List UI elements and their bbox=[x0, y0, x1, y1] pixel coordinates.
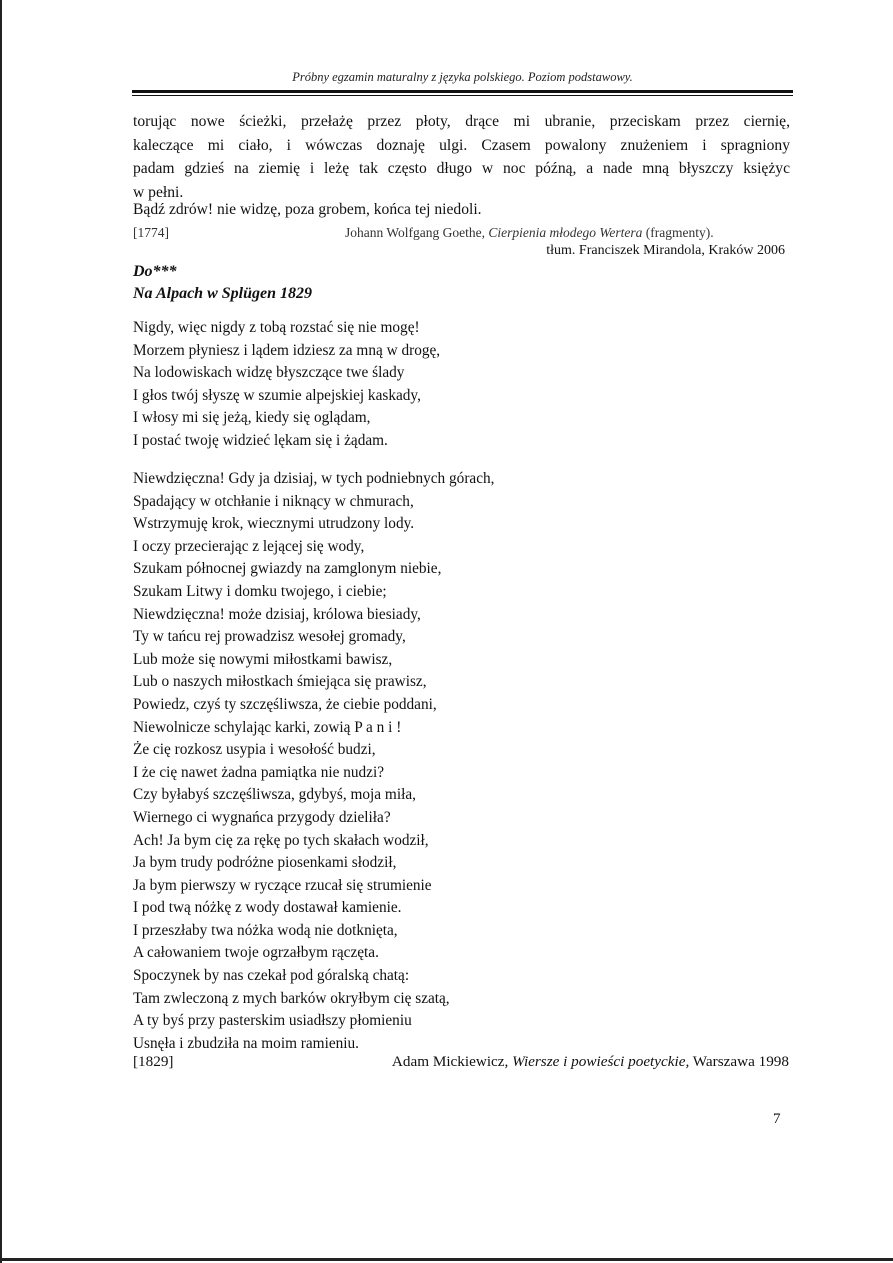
source-work-title: Wiersze i powieści poetyckie, bbox=[512, 1053, 690, 1070]
poem-line: Wiernego ci wygnańca przygody dzieliła? bbox=[133, 808, 391, 826]
page-edge-bottom bbox=[0, 1258, 893, 1261]
poem-line: I pod twą nóżkę z wody dostawał kamienie. bbox=[133, 899, 402, 917]
poem-line: Czy byłabyś szczęśliwsza, gdybyś, moja miła, bbox=[133, 786, 416, 804]
poem-line: A całowaniem twoje ogrzałbym rączęta. bbox=[133, 944, 379, 962]
header-rule-thin bbox=[132, 95, 793, 96]
poem-line: Niewdzięczna! może dzisiaj, królowa biesiady, bbox=[133, 605, 421, 623]
poem-title: Na Alpach w Splügen 1829 bbox=[133, 285, 312, 302]
poem-stanza-2 bbox=[133, 468, 494, 1055]
prose-line: kaleczące mi ciało, i wówczas doznaję ulgi. Czasem powalony znużeniem i spragniony bbox=[133, 136, 790, 154]
page-edge-left bbox=[0, 0, 2, 1263]
source-note: (fragmenty). bbox=[645, 225, 714, 240]
poem-heading bbox=[133, 261, 312, 305]
poem-line: I głos twój słyszę w szumie alpejskiej kaskady, bbox=[133, 386, 421, 404]
running-header: Próbny egzamin maturalny z języka polskiego. Poziom podstawowy. bbox=[292, 70, 633, 84]
poem-line: I przeszłaby twa nóżka wodą nie dotknięta, bbox=[133, 921, 398, 939]
source-year: [1774] bbox=[133, 225, 169, 240]
poem-line: Lub o naszych miłostkach śmiejąca się prawisz, bbox=[133, 673, 427, 691]
farewell-line: Bądź zdrów! nie widzę, poza grobem, końca tej niedoli. bbox=[133, 201, 482, 218]
source-work-title: Cierpienia młodego Wertera bbox=[488, 225, 643, 240]
source-reference bbox=[392, 1053, 789, 1071]
poem-line: Tam zwleczoną z mych barków okryłbym cię szatą, bbox=[133, 989, 450, 1007]
prose-line: w pełni. bbox=[133, 184, 184, 202]
prose-line: torując nowe ścieżki, przełażę przez płoty, drące mi ubranie, przeciskam przez ciernię, bbox=[133, 113, 790, 130]
poem-line: Lub może się nowymi miłostkami bawisz, bbox=[133, 650, 393, 668]
poem-line: Powiedz, czyś ty szczęśliwsza, że ciebie poddani, bbox=[133, 695, 437, 713]
poem-title-dedication: Do*** bbox=[133, 263, 177, 280]
header-rule-thick bbox=[132, 90, 793, 93]
werter-excerpt bbox=[133, 110, 790, 205]
poem-line: Spadający w otchłanie i niknący w chmurach, bbox=[133, 492, 414, 510]
poem-line: Usnęła i zbudziła na moim ramieniu. bbox=[133, 1034, 359, 1052]
source-author: Adam Mickiewicz, bbox=[391, 1053, 509, 1070]
source-reference bbox=[345, 225, 714, 241]
poem-line: I postać twoję widzieć lękam się i żądam. bbox=[133, 431, 388, 449]
poem-line: Spoczynek by nas czekał pod góralską chatą: bbox=[133, 967, 410, 985]
source-citation-goethe bbox=[133, 225, 790, 243]
poem-line: Że cię rozkosz usypia i wesołość budzi, bbox=[133, 741, 376, 759]
source-place-date: Warszawa 1998 bbox=[692, 1053, 789, 1070]
poem-line: Szukam północnej gwiazdy na zamglonym niebie, bbox=[133, 560, 442, 578]
poem-line: Ach! Ja bym cię za rękę po tych skałach wodził, bbox=[133, 831, 429, 849]
source-translation: tłum. Franciszek Mirandola, Kraków 2006 bbox=[546, 243, 785, 258]
poem-line: Nigdy, więc nigdy z tobą rozstać się nie mogę! bbox=[133, 319, 420, 336]
poem-line: Ja bym trudy podróżne piosenkami słodził, bbox=[133, 854, 397, 872]
source-author: Johann Wolfgang Goethe, bbox=[345, 225, 486, 240]
poem-line: I że cię nawet żadna pamiątka nie nudzi? bbox=[133, 763, 384, 781]
poem-line: A ty byś przy pasterskim usiadłszy płomieniu bbox=[133, 1012, 412, 1030]
source-citation-mickiewicz bbox=[133, 1053, 789, 1075]
poem-stanza-1 bbox=[133, 317, 440, 453]
poem-line: I włosy mi się jeżą, kiedy się oglądam, bbox=[133, 409, 371, 427]
poem-line: Szukam Litwy i domku twojego, i ciebie; bbox=[133, 582, 387, 600]
poem-line: Niewolnicze schylając karki, zowią P a n i ! bbox=[133, 718, 402, 736]
page-number: 7 bbox=[773, 1111, 781, 1127]
source-year: [1829] bbox=[133, 1053, 174, 1070]
poem-line: Morzem płyniesz i lądem idziesz za mną w drogę, bbox=[133, 341, 441, 359]
poem-line: Ja bym pierwszy w ryczące rzucał się strumienie bbox=[133, 876, 432, 894]
poem-line: Ty w tańcu rej prowadzisz wesołej gromady, bbox=[133, 628, 406, 646]
poem-line: Wstrzymuję krok, wiecznymi utrudzony lody. bbox=[133, 515, 415, 533]
poem-line: I oczy przecierając z lejącej się wody, bbox=[133, 537, 365, 555]
poem-line: Na lodowiskach widzę błyszczące twe ślady bbox=[133, 364, 405, 382]
prose-line: padam gdzieś na ziemię i leżę tak często długo w noc późną, a nade mną błyszczy księżyc bbox=[133, 160, 790, 178]
poem-line: Niewdzięczna! Gdy ja dzisiaj, w tych podniebnych górach, bbox=[133, 470, 495, 487]
